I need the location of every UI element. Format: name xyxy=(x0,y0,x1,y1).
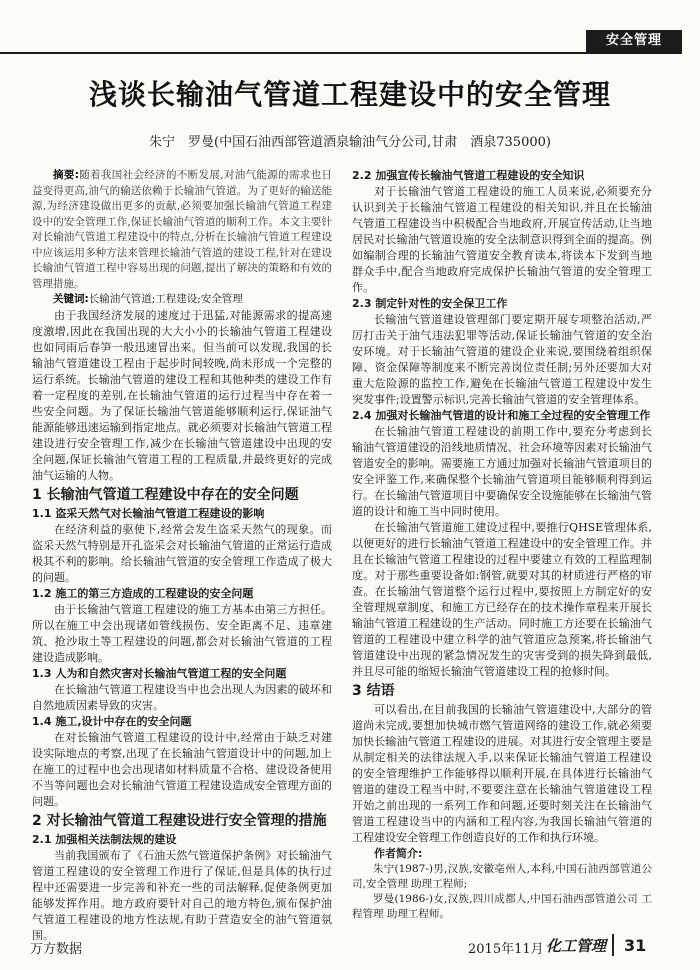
article-authors: 朱宁 罗曼(中国石油西部管道酒泉输油气分公司,甘肃 酒泉735000) xyxy=(149,135,551,150)
section-1-heading: 1 长输油气管道工程建设中存在的安全问题 xyxy=(32,486,299,503)
section-2-1-heading: 2.1 加强相关法制法规的建设 xyxy=(32,832,177,846)
section-2-3-body: 长输油气管道建设管理部门要定期开展专项整治活动,严厉打击关于油气违法犯罪等活动,保证长输油气管道的安全治安环境。对于长输油气管道的建设企业来说,要围绕着组织保障、资金保障等制度来不断完善岗位责任制;另外还要加大对重大危险源的监控工作,避免在长输油气管道工程建设中发生突发事件;设置警示标识,完善长输油气管道的安全管理体系。 xyxy=(352,313,652,406)
section-1-3-body: 在长输油气管道工程建设当中也会出现人为因素的破坏和自然地质因素导致的灾害。 xyxy=(32,682,332,712)
section-1-2-heading: 1.2 施工的第三方造成的工程建设的安全问题 xyxy=(32,586,254,600)
footer-divider xyxy=(612,934,614,956)
section-2-3-heading: 2.3 制定针对性的安全保卫工作 xyxy=(352,297,508,310)
keywords-text: 长输油气管道;工程建设;安全管理 xyxy=(88,293,243,305)
footer-source: 万方数据 xyxy=(30,942,83,957)
section-2-4-body-1: 在长输油气管道工程建设的前期工作中,要充分考虑到长输油气管道建设的沿线地质情况、社会环境等因素对长输油气管道安全的影响。需要施工方通过加强对长输油气管道项目的安全评鉴工作,来确保整个长输油气管道项目能够顺利得到运行。在长输油气管道项目中要确保安全设施能够在长输油气管道的设计和施工当中同时使用。 xyxy=(352,425,652,518)
left-column xyxy=(32,168,332,944)
section-tag: 安全管理 xyxy=(586,30,682,52)
section-2-1-body: 当前我国颁布了《石油天然气管道保护条例》对长输油气管道工程建设的安全管理工作进行了保证,但是具体的执行过程中还需要进一步完善和补充一些的司法解释,促使条例更加能够发挥作用。地方政府要针对自己的地方特色,颁布保护油气管道工程建设的地方性法规,有助于营造安全的油气管道氛围。 xyxy=(32,848,332,942)
section-1-4-heading: 1.4 施工,设计中存在的安全问题 xyxy=(32,714,192,728)
keywords-label: 关键词: xyxy=(53,293,89,305)
conclusion-body: 可以看出,在目前我国的长输油气管道建设中,大部分的管道尚未完成,要想加快城市燃气管道网络的建设工作,就必须要加快长输油气管道工程建设的进展。对其进行安全管理主要是从制定相关的法律法规入手,以来保证长输油气管道工程建设的安全管理维护工作能够得以顺利开展,在具体进行长输油气管道的建设工程当中时,不要要注意在长输油气管道建设工程开始之前出现的一系列工作和问题,还要时刻关注在长输油气管道工程建设当中的内涵和工程内容,为我国长输油气管道的工程建设安全管理工作创造良好的工作和执行环境。 xyxy=(352,703,652,844)
section-3-heading: 3 结语 xyxy=(352,683,395,699)
footer-magazine-logo: 化工管理 xyxy=(546,937,607,955)
footer-page-number: 31 xyxy=(624,936,647,955)
section-2-2-heading: 2.2 加强宣传长输油气管道工程建设的安全知识 xyxy=(352,169,585,182)
keywords xyxy=(32,292,332,308)
section-1-2-body: 由于长输油气管道工程建设的施工方基本由第三方担任。所以在施工中会出现诸如管线损伤、安全距离不足、违章建筑、抢沙取土等工程建设的问题,都会对长输油气管道的工程建设造成影响。 xyxy=(32,602,332,664)
right-column xyxy=(352,168,652,922)
section-2-4-body-2: 在长输油气管道施工建设过程中,要推行QHSE管理体系,以便更好的进行长输油气管道工程建设中的安全管理工作。并且在长输油气管道工程建设的过程中要建立有效的工程监理制度。对于那些重要设备如:钢管,就要对其的材质进行严格的审查。在长输油气管道整个运行过程中,要按照上方制定好的安全管理规章制度、和施工方已经存在的技术操作章程来开展长输油气管道工程建设的生产活动。同时施工方还要在长输油气管道的工程建设中建立科学的油气管道应急预案,将长输油气管道建设中出现的紧急情况发生的灾害受到的损失降到最低,并且尽可能的缩短长输油气管道建设工程的抢修时间。 xyxy=(352,521,652,678)
abstract-label: 摘要: xyxy=(53,169,79,181)
author-bio-heading: 作者简介: xyxy=(374,847,423,860)
intro-paragraph: 由于我国经济发展的速度过于迅猛,对能源需求的提高速度激增,因此在我国出现的大大小小的长输油气管道工程建设也如同雨后春笋一般迅速冒出来。但当前可以发现,我国的长输油气管道建设工程由于起步时间较晚,尚未形成一个完整的运行系统。长输油气管道的建设工程和其他种类的建设工作有着一定程度的差别,在长输油气管道的运行过程当中存在着一些安全问题。为了保证长输油气管道能够顺利运行,保证油气能源能够迅速运输到指定地点。就必须要对长输油气管道工程建设进行安全管理工作,减少在长输油气管道建设中出现的安全问题,保证长输油气管道工程的工程质量,并最终更好的完成油气运输的人物。 xyxy=(32,308,332,482)
section-2-heading: 2 对长输油气管道工程建设进行安全管理的措施 xyxy=(32,812,327,829)
section-1-1-heading: 1.1 盗采天然气对长输油气管道工程建设的影响 xyxy=(32,506,265,520)
article-title: 浅谈长输油气管道工程建设中的安全管理 xyxy=(88,78,611,111)
abstract-text: 随着我国社会经济的不断发展,对油气能源的需求也日益变得更高,油气的输送依赖于长输油气管道。为了更好的输送能源,为经济建设做出更多的贡献,必须要加强长输油气管道工程建设中的安全管理工作,保证长输油气管道的顺利工作。本文主要针对长输油气管道工程建设中的特点,分析在长输油气管道工程建设中应该运用多种方法来管理长输油气管道的建设工程,针对在建设长输油气管道工程中容易出现的问题,提出了解决的策略和有效的管理措施。 xyxy=(32,169,332,290)
abstract xyxy=(32,168,332,292)
section-1-4-body: 在对长输油气管道工程建设的设计中,经常由于缺乏对建设实际地点的考察,出现了在长输油气管道设计中的问题,加上在施工的过程中也会出现诸如材料质量不合格、建设设备使用不当等问题也会对长输油气管道工程建设造成安全管理方面的问题。 xyxy=(32,730,332,808)
author-bio-1: 朱宁(1987-)男,汉族,安徽亳州人,本科,中国石油西部管道公司,安全管理 助理工程师; xyxy=(352,863,652,890)
section-1-1-body: 在经济利益的驱使下,经常会发生盗采天然气的现象。而盗采天然气特别是开孔盗采会对长输油气管道的正常运行造成极其不利的影响。给长输油气管道的安全管理工作造成了极大的问题。 xyxy=(32,522,332,584)
section-2-4-heading: 2.4 加强对长输油气管道的设计和施工全过程的安全管理工作 xyxy=(352,409,651,422)
header-rule xyxy=(0,52,682,54)
footer-issue-date: 2015年11月 xyxy=(468,942,544,957)
section-2-2-body: 对于长输油气管道工程建设的施工人员来说,必须要充分认识到关于长输油气管道工程建设的相关知识,并且在长输油气管道工程建设当中积极配合当地政府,开展宣传活动,让当地居民对长输油气管道设施的安全法制意识得到全面的提高。例如编制合理的长输油气管道安全教育读本,将读本下发到当地群众手中,配合当地政府完成保护长输油气管道的安全管理工作。 xyxy=(352,185,652,294)
author-bio-2: 罗曼(1986-)女,汉族,四川成都人,中国石油西部管道公司 工程管理 助理工程师。 xyxy=(352,893,652,920)
section-1-3-heading: 1.3 人为和自然灾害对长输油气管道工程的安全问题 xyxy=(32,666,287,680)
